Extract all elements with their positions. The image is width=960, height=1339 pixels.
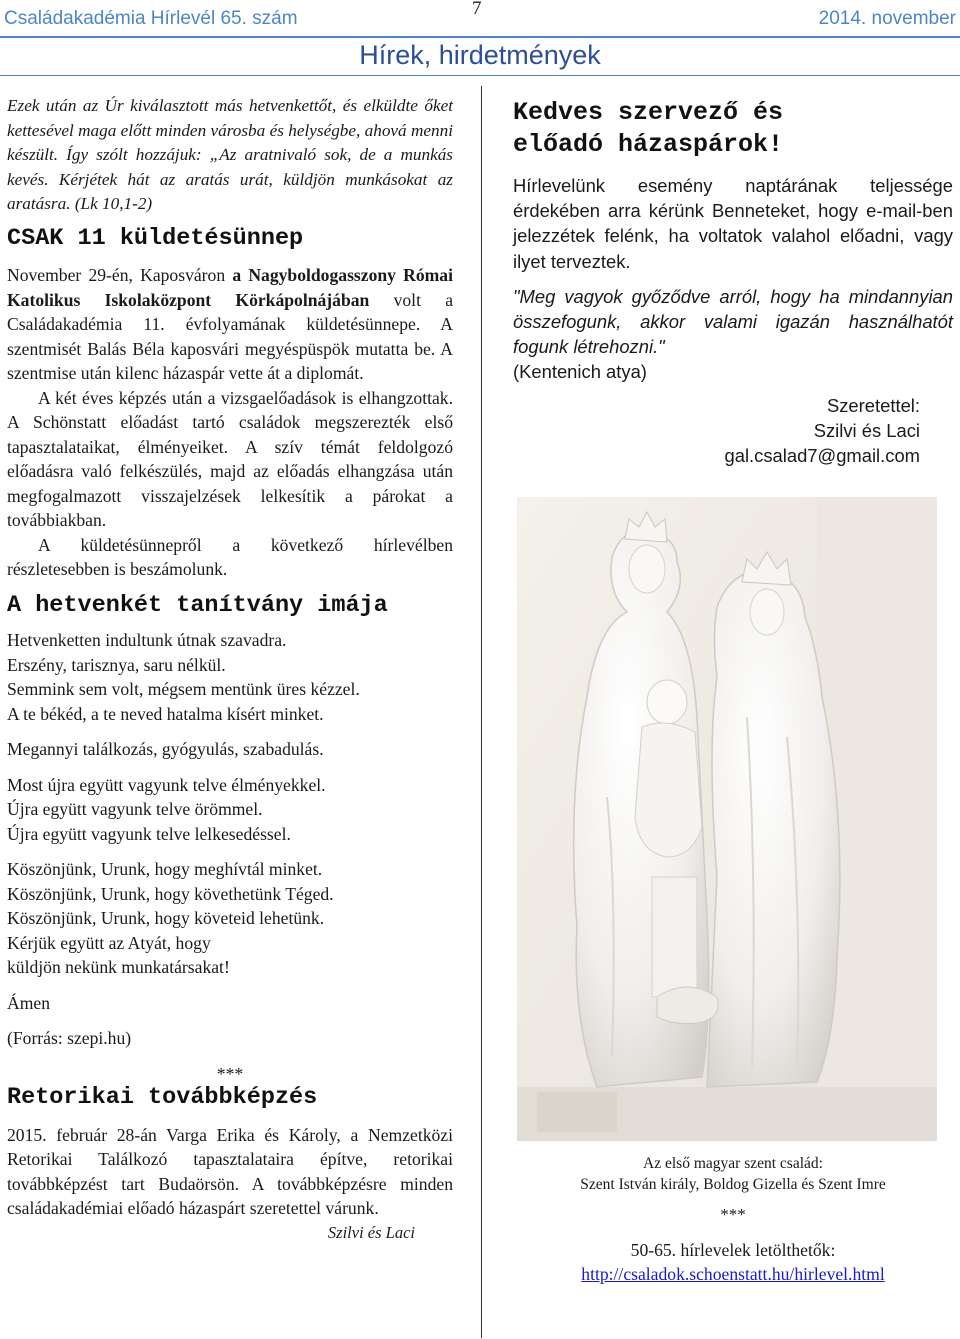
greeting-line: Szeretettel: [826, 394, 920, 416]
kentenich-quote: "Meg vagyok győződve arról, hogy ha mindannyian összefogunk, akkor valami igazán használhatót fogunk létrehozni." [513, 285, 953, 358]
scripture-quote [7, 94, 453, 217]
image-caption [513, 1153, 953, 1195]
poem-line: Köszönjünk, Urunk, hogy követeid lehetünk. [7, 908, 325, 929]
article-text: November 29-én, Kaposváron [7, 265, 233, 286]
poem-stanza [7, 1026, 453, 1051]
heading-rhetoric: Retorikai továbbképzés [7, 1084, 318, 1112]
poem-line: Erszény, tarisznya, saru nélkül. [7, 654, 226, 675]
heading-organizers [513, 97, 953, 161]
article-paragraph: A küldetésünnepről a következő hírlevélben részletesebben is beszámolunk. [7, 534, 453, 580]
section-title: Hírek, hirdetmények [359, 40, 601, 70]
request-paragraph: Hírlevelünk esemény naptárának teljessége érdekében arra kérünk Benneteket, hogy e-mail-ben jelezzétek felénk, ha voltatok valahol előadni, vagy ilyet terveztek. [513, 175, 953, 272]
heading-prayer: A hetvenkét tanítvány imája [7, 591, 388, 619]
poem-line: Megannyi találkozás, gyógyulás, szabadulás. [7, 739, 324, 760]
article-paragraph: 2015. február 28-án Varga Erika és Károly, a Nemzetközi Retorikai Találkozó tapasztalataira építve, retorikai továbbképzést tart Budaörsön. A továbbképzésre minden családakadémiai előadó házaspárt szeretettel várunk. [7, 1124, 453, 1219]
quote-author: (Kentenich atya) [513, 361, 647, 383]
poem-line: (Forrás: szepi.hu) [7, 1028, 132, 1049]
heading-line: előadó házaspárok! [513, 130, 784, 159]
signature: Szilvi és Laci [327, 1222, 415, 1242]
article-paragraph: A két éves képzés után a vizsgaelőadások is elhangzottak. A Schönstatt előadást tartó családok megszerezték első tapasztalataikat, élményeiket. A szív témát feldolgozó előadásra való felkészülés, majd az előadás elhangzása után megfogalmazott visszajelzések lelkesítik a párokat a továbbiakban. [7, 387, 453, 531]
poem-line: küldjön nekünk munkatársakat! [7, 957, 230, 978]
holy-family-statue-image [517, 497, 937, 1141]
newsletter-title: Családakadémia Hírlevél 65. szám [4, 8, 298, 29]
heading-line: Kedves szervező és [513, 98, 784, 127]
caption-line: Szent István király, Boldog Gizella és Szent Imre [580, 1176, 886, 1193]
separator-stars: *** [720, 1205, 746, 1224]
newsletter-link[interactable]: http://csaladok.schoenstatt.hu/hirlevel.html [581, 1264, 885, 1284]
poem-line: Kérjük együtt az Atyát, hogy [7, 932, 211, 953]
poem-line: Most újra együtt vagyunk telve élményekkel. [7, 774, 326, 795]
section-rule [0, 75, 960, 76]
poem-line: Hetvenketten indultunk útnak szavadra. [7, 630, 287, 651]
page-number: 7 [472, 0, 482, 19]
article-venue: a Nagyboldogasszony Római Katolikus Iskolaközpont Körkápolnájában [7, 265, 453, 310]
poem-line: Semmink sem volt, mégsem mentünk üres kézzel. [7, 679, 360, 700]
heading-kuldetesunnep: CSAK 11 küldetésünnep [7, 224, 304, 252]
poem-stanza [7, 991, 453, 1016]
greeting-block [513, 393, 953, 469]
right-column [513, 97, 953, 468]
poem-line: Köszönjünk, Urunk, hogy követhetünk Téged. [7, 883, 334, 904]
poem-stanza [7, 737, 453, 762]
poem-line: Újra együtt vagyunk telve lelkesedéssel. [7, 823, 291, 844]
caption-line: Az első magyar szent család: [643, 1155, 823, 1172]
header-rule [0, 36, 960, 38]
separator-stars: *** [216, 1063, 244, 1084]
contact-email: gal.csalad7@gmail.com [724, 445, 920, 467]
greeting-line: Szilvi és Laci [813, 419, 920, 441]
poem-stanza [7, 628, 453, 726]
left-column [7, 94, 453, 1245]
column-divider [481, 86, 482, 1338]
article-text: volt a Családakadémia 11. évfolyamának küldetésünnepe. A szentmisét Balás Béla kaposvári megyéspüspök mutatta be. A szentmise után kilenc házaspár vette át a diplomát. [7, 289, 453, 384]
poem-line: Köszönjünk, Urunk, hogy meghívtál minket. [7, 859, 323, 880]
poem-stanza [7, 857, 453, 980]
issue-date: 2014. november [818, 8, 956, 29]
download-text: 50-65. hírlevelek letölthetők: [630, 1240, 836, 1260]
poem-line: Újra együtt vagyunk telve örömmel. [7, 799, 263, 820]
poem-line: Ámen [7, 992, 50, 1013]
prayer-poem [7, 628, 453, 1051]
poem-line: A te békéd, a te neved hatalma kísért minket. [7, 703, 324, 724]
article-paragraph [7, 263, 453, 386]
scripture-ref: (Lk 10,1-2) [70, 194, 153, 214]
scripture-text: Ezek után az Úr kiválasztott más hetvenkettőt, és elküldte őket kettesével maga előtt minden városba és helységbe, ahová menni készült. Így szólt hozzájuk: „Az aratnivaló sok, de a munkás kevés. Kérjétek hát az aratás urát, küldjön munkásokat az aratásra. [7, 96, 453, 214]
poem-stanza [7, 773, 453, 847]
